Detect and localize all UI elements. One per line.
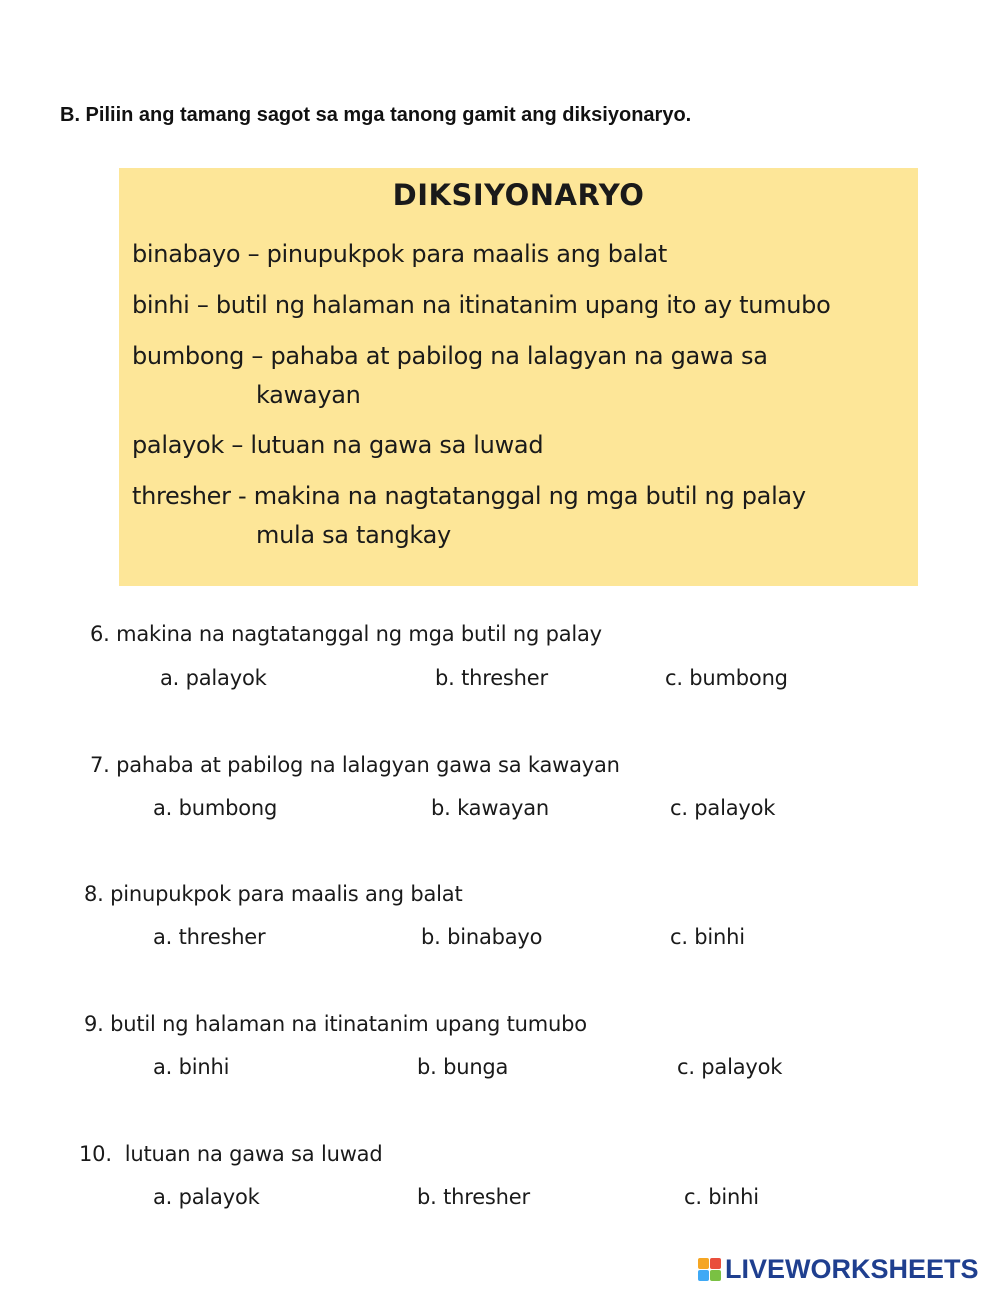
- entry-definition: binhi – butil ng halaman na itinatanim upang ito ay tumubo: [132, 291, 831, 319]
- logo-square-icon: [698, 1270, 709, 1281]
- instruction-heading: B. Piliin ang tamang sagot sa mga tanong gamit ang diksiyonaryo.: [60, 104, 692, 126]
- question-6-text: 6. makina na nagtatanggal ng mga butil ng palay: [90, 622, 602, 646]
- dictionary-entry-thresher: [132, 477, 806, 555]
- question-7-choice-a[interactable]: a. bumbong: [153, 796, 278, 820]
- logo-square-icon: [698, 1258, 709, 1269]
- dictionary-entry-binhi: [132, 286, 830, 325]
- question-10-choice-b[interactable]: b. thresher: [417, 1185, 530, 1209]
- logo-square-icon: [710, 1258, 721, 1269]
- question-7-choice-c[interactable]: c. palayok: [670, 796, 776, 820]
- entry-definition: bumbong – pahaba at pabilog na lalagyan na gawa sa: [132, 342, 768, 370]
- brand-name: LIVEWORKSHEETS: [725, 1253, 979, 1284]
- question-6-choice-b[interactable]: b. thresher: [435, 666, 548, 690]
- entry-definition: binabayo – pinupukpok para maalis ang balat: [132, 240, 668, 268]
- dictionary-entry-palayok: [132, 426, 543, 465]
- question-10-choice-a[interactable]: a. palayok: [153, 1185, 260, 1209]
- question-9-choice-c[interactable]: c. palayok: [677, 1055, 783, 1079]
- entry-continuation: mula sa tangkay: [256, 521, 451, 549]
- liveworksheets-brand[interactable]: [698, 1254, 979, 1284]
- question-8-choice-a[interactable]: a. thresher: [153, 925, 266, 949]
- question-9-choice-a[interactable]: a. binhi: [153, 1055, 230, 1079]
- question-8-choice-c[interactable]: c. binhi: [670, 925, 745, 949]
- dictionary-title: DIKSIYONARYO: [392, 178, 645, 212]
- question-8-choice-b[interactable]: b. binabayo: [421, 925, 543, 949]
- question-7-text: 7. pahaba at pabilog na lalagyan gawa sa kawayan: [90, 753, 620, 777]
- liveworksheets-logo-icon: [698, 1258, 721, 1281]
- question-10-text: 10. lutuan na gawa sa luwad: [79, 1142, 383, 1166]
- entry-continuation: kawayan: [256, 381, 361, 409]
- question-7-choice-b[interactable]: b. kawayan: [431, 796, 549, 820]
- question-9-text: 9. butil ng halaman na itinatanim upang tumubo: [84, 1012, 587, 1036]
- dictionary-entry-binabayo: [132, 235, 667, 274]
- question-9-choice-b[interactable]: b. bunga: [417, 1055, 509, 1079]
- entry-definition: thresher - makina na nagtatanggal ng mga butil ng palay: [132, 482, 806, 510]
- logo-square-icon: [710, 1270, 721, 1281]
- question-8-text: 8. pinupukpok para maalis ang balat: [84, 882, 463, 906]
- question-6-choice-a[interactable]: a. palayok: [160, 666, 267, 690]
- dictionary-entry-bumbong: [132, 337, 768, 415]
- question-10-choice-c[interactable]: c. binhi: [684, 1185, 759, 1209]
- question-6-choice-c[interactable]: c. bumbong: [665, 666, 788, 690]
- entry-definition: palayok – lutuan na gawa sa luwad: [132, 431, 544, 459]
